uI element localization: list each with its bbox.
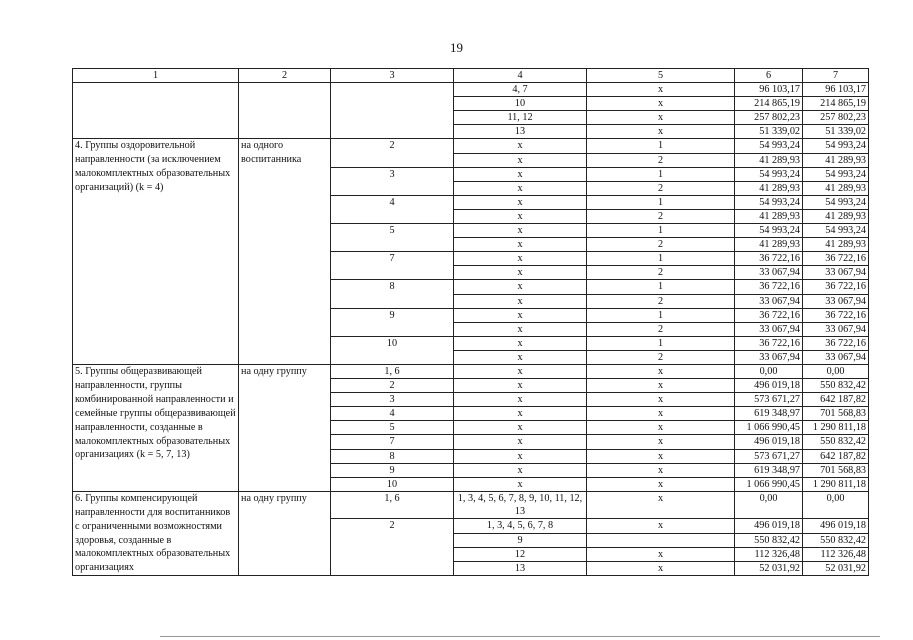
cell: 10 bbox=[454, 97, 587, 111]
cell: 11, 12 bbox=[454, 111, 587, 125]
cell: x bbox=[454, 209, 587, 223]
cell: x bbox=[454, 393, 587, 407]
cell: 10 bbox=[331, 336, 454, 364]
cell: x bbox=[587, 562, 735, 576]
cell: 496 019,18 bbox=[735, 435, 803, 449]
cell: x bbox=[454, 421, 587, 435]
table-header-row bbox=[73, 69, 869, 83]
cell: 2 bbox=[331, 139, 454, 167]
cell: 41 289,93 bbox=[803, 209, 869, 223]
cell: 642 187,82 bbox=[803, 393, 869, 407]
cell: 96 103,17 bbox=[803, 83, 869, 97]
cell: x bbox=[454, 407, 587, 421]
cell: x bbox=[454, 139, 587, 153]
cell: 642 187,82 bbox=[803, 449, 869, 463]
cell: 10 bbox=[331, 477, 454, 491]
cell: x bbox=[587, 477, 735, 491]
column-header: 2 bbox=[239, 69, 331, 83]
cell: 0,00 bbox=[803, 491, 869, 518]
cell: 701 568,83 bbox=[803, 407, 869, 421]
cell: 1 bbox=[587, 195, 735, 209]
cell: 3 bbox=[331, 167, 454, 195]
cell: 36 722,16 bbox=[735, 280, 803, 294]
cell: 4 bbox=[331, 195, 454, 223]
cell: 33 067,94 bbox=[803, 322, 869, 336]
cell: x bbox=[587, 97, 735, 111]
cell: 36 722,16 bbox=[803, 308, 869, 322]
cell: 5 bbox=[331, 421, 454, 435]
cell: 1 290 811,18 bbox=[803, 477, 869, 491]
cell: 41 289,93 bbox=[803, 181, 869, 195]
cell: 33 067,94 bbox=[803, 266, 869, 280]
cell: 54 993,24 bbox=[803, 139, 869, 153]
cell: 1 066 990,45 bbox=[735, 477, 803, 491]
cell: x bbox=[454, 280, 587, 294]
cell-empty bbox=[331, 83, 454, 139]
cell: 41 289,93 bbox=[735, 153, 803, 167]
cell: x bbox=[454, 379, 587, 393]
table-row bbox=[73, 491, 869, 518]
cell: 7 bbox=[331, 435, 454, 449]
cell: 257 802,23 bbox=[803, 111, 869, 125]
cell: 51 339,02 bbox=[735, 125, 803, 139]
cell: 1 bbox=[587, 280, 735, 294]
cell: 573 671,27 bbox=[735, 393, 803, 407]
cell: 2 bbox=[587, 266, 735, 280]
cell: x bbox=[454, 195, 587, 209]
cell: 1 bbox=[587, 139, 735, 153]
cell: 52 031,92 bbox=[803, 562, 869, 576]
cell: 2 bbox=[587, 238, 735, 252]
cell: x bbox=[587, 407, 735, 421]
cell: 701 568,83 bbox=[803, 463, 869, 477]
table-row bbox=[73, 139, 869, 153]
cell: 2 bbox=[587, 181, 735, 195]
cell: x bbox=[587, 393, 735, 407]
cell: 54 993,24 bbox=[735, 224, 803, 238]
cell: x bbox=[587, 111, 735, 125]
cell: x bbox=[454, 463, 587, 477]
cell: x bbox=[587, 449, 735, 463]
cell: 36 722,16 bbox=[803, 336, 869, 350]
column-header: 4 bbox=[454, 69, 587, 83]
cell: 54 993,24 bbox=[735, 195, 803, 209]
cell: 36 722,16 bbox=[803, 280, 869, 294]
cell: 1 bbox=[587, 336, 735, 350]
cell: 33 067,94 bbox=[735, 322, 803, 336]
cell: 550 832,42 bbox=[735, 533, 803, 547]
cell: 214 865,19 bbox=[803, 97, 869, 111]
cell: 96 103,17 bbox=[735, 83, 803, 97]
cell: 496 019,18 bbox=[803, 519, 869, 534]
cell: 5 bbox=[331, 224, 454, 252]
unit-cell: на одну группу bbox=[239, 364, 331, 491]
cell: x bbox=[454, 167, 587, 181]
cell: 3 bbox=[331, 393, 454, 407]
cell: 1, 6 bbox=[331, 364, 454, 378]
cell: 2 bbox=[587, 322, 735, 336]
cell: x bbox=[587, 421, 735, 435]
cell: 573 671,27 bbox=[735, 449, 803, 463]
cell: x bbox=[454, 224, 587, 238]
cell: 214 865,19 bbox=[735, 97, 803, 111]
cell: x bbox=[587, 125, 735, 139]
cell: x bbox=[454, 252, 587, 266]
cell: 12 bbox=[454, 548, 587, 562]
unit-cell: на одного воспитанника bbox=[239, 139, 331, 365]
table-row bbox=[73, 83, 869, 97]
cell: 1 bbox=[587, 167, 735, 181]
cell: x bbox=[454, 266, 587, 280]
cell: 2 bbox=[587, 209, 735, 223]
cell: 112 326,48 bbox=[735, 548, 803, 562]
cell: x bbox=[454, 181, 587, 195]
cell: 51 339,02 bbox=[803, 125, 869, 139]
cell: x bbox=[587, 463, 735, 477]
cell: 54 993,24 bbox=[803, 167, 869, 181]
cell: 619 348,97 bbox=[735, 463, 803, 477]
unit-cell: на одну группу bbox=[239, 491, 331, 575]
page-number: 19 bbox=[450, 40, 463, 55]
cell: x bbox=[587, 364, 735, 378]
cell: 54 993,24 bbox=[735, 167, 803, 181]
cell: x bbox=[454, 477, 587, 491]
column-header: 5 bbox=[587, 69, 735, 83]
cell: x bbox=[587, 83, 735, 97]
column-header: 6 bbox=[735, 69, 803, 83]
cell: 41 289,93 bbox=[735, 238, 803, 252]
scan-edge-line bbox=[160, 636, 880, 637]
cell: 550 832,42 bbox=[803, 379, 869, 393]
cell: x bbox=[454, 449, 587, 463]
cell: x bbox=[454, 336, 587, 350]
cell: 496 019,18 bbox=[735, 519, 803, 534]
cell: x bbox=[454, 308, 587, 322]
cell: 36 722,16 bbox=[803, 252, 869, 266]
column-header: 1 bbox=[73, 69, 239, 83]
cell: 54 993,24 bbox=[803, 195, 869, 209]
cell: x bbox=[587, 379, 735, 393]
cell: 41 289,93 bbox=[735, 209, 803, 223]
cell: 496 019,18 bbox=[735, 379, 803, 393]
cell: x bbox=[587, 491, 735, 518]
cell: 8 bbox=[331, 449, 454, 463]
cell: x bbox=[454, 238, 587, 252]
cell: 9 bbox=[331, 308, 454, 336]
cell: 33 067,94 bbox=[803, 294, 869, 308]
cell: 4 bbox=[331, 407, 454, 421]
cell: 36 722,16 bbox=[735, 308, 803, 322]
cell: 33 067,94 bbox=[735, 266, 803, 280]
cell: 33 067,94 bbox=[803, 350, 869, 364]
column-header: 3 bbox=[331, 69, 454, 83]
cell: 0,00 bbox=[735, 491, 803, 518]
table-row bbox=[73, 364, 869, 378]
cell: 41 289,93 bbox=[735, 181, 803, 195]
cell: 1, 6 bbox=[331, 491, 454, 518]
cell: 41 289,93 bbox=[803, 238, 869, 252]
cell: 550 832,42 bbox=[803, 435, 869, 449]
cell: 33 067,94 bbox=[735, 350, 803, 364]
cell: x bbox=[454, 153, 587, 167]
cell: x bbox=[454, 435, 587, 449]
cell: 13 bbox=[454, 125, 587, 139]
cell: 9 bbox=[331, 463, 454, 477]
cell: 36 722,16 bbox=[735, 336, 803, 350]
cell: 54 993,24 bbox=[735, 139, 803, 153]
cell: 2 bbox=[331, 379, 454, 393]
cell: 13 bbox=[454, 562, 587, 576]
cell: 4, 7 bbox=[454, 83, 587, 97]
cell: 112 326,48 bbox=[803, 548, 869, 562]
cell: 2 bbox=[587, 350, 735, 364]
cell: 1 bbox=[587, 308, 735, 322]
cell: 1, 3, 4, 5, 6, 7, 8, 9, 10, 11, 12, 13 bbox=[454, 491, 587, 518]
cell: x bbox=[454, 364, 587, 378]
cell: 1, 3, 4, 5, 6, 7, 8 bbox=[454, 519, 587, 534]
column-header: 7 bbox=[803, 69, 869, 83]
cell: 41 289,93 bbox=[803, 153, 869, 167]
cell: 1 290 811,18 bbox=[803, 421, 869, 435]
cell: 550 832,42 bbox=[803, 533, 869, 547]
cell: 52 031,92 bbox=[735, 562, 803, 576]
cell: 54 993,24 bbox=[803, 224, 869, 238]
cell: x bbox=[587, 548, 735, 562]
cell: 8 bbox=[331, 280, 454, 308]
cell: x bbox=[587, 435, 735, 449]
cell: 2 bbox=[587, 153, 735, 167]
cell-empty bbox=[239, 83, 331, 139]
cell: 1 bbox=[587, 224, 735, 238]
cell: x bbox=[454, 294, 587, 308]
cell: 2 bbox=[331, 519, 454, 576]
group-title-cell: 4. Группы оздоровительной направленности (за исключением малокомплектных образовательных организаций) (k = 4) bbox=[73, 139, 239, 365]
cell: 1 066 990,45 bbox=[735, 421, 803, 435]
cell: x bbox=[587, 519, 735, 534]
group-title-cell: 5. Группы общеразвивающей направленности, группы комбинированной направленности и семейные группы общеразвивающей направленности, созданные в малокомплектных образовательных организациях (k = 5, 7, 13) bbox=[73, 364, 239, 491]
cell: 36 722,16 bbox=[735, 252, 803, 266]
cell: 33 067,94 bbox=[735, 294, 803, 308]
cell: 1 bbox=[587, 252, 735, 266]
cell-empty bbox=[73, 83, 239, 139]
cell: 619 348,97 bbox=[735, 407, 803, 421]
tariff-table bbox=[72, 68, 869, 576]
cell bbox=[587, 533, 735, 547]
cell: 0,00 bbox=[803, 364, 869, 378]
cell: 9 bbox=[454, 533, 587, 547]
cell: 2 bbox=[587, 294, 735, 308]
cell: 257 802,23 bbox=[735, 111, 803, 125]
cell: 0,00 bbox=[735, 364, 803, 378]
cell: x bbox=[454, 350, 587, 364]
cell: 7 bbox=[331, 252, 454, 280]
cell: x bbox=[454, 322, 587, 336]
group-title-cell: 6. Группы компенсирующей направленности для воспитанников с ограниченными возможностями здоровья, созданные в малокомплектных образовательных организациях bbox=[73, 491, 239, 575]
